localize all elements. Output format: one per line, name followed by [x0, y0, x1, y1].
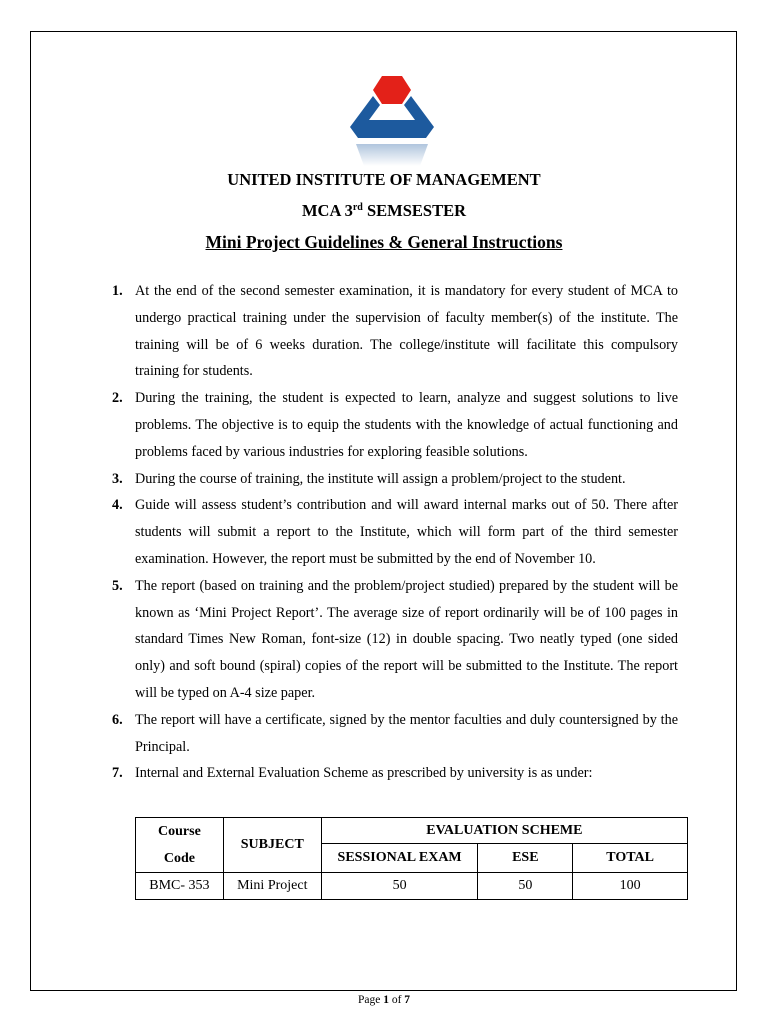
- total-header: TOTAL: [573, 844, 688, 873]
- ese-cell: 50: [478, 873, 573, 900]
- table-row: [136, 873, 688, 900]
- institute-name: UNITED INSTITUTE OF MANAGEMENT: [227, 170, 541, 189]
- institute-logo: [344, 74, 440, 170]
- evaluation-table: [135, 817, 688, 900]
- ese-header: ESE: [478, 844, 573, 873]
- total-cell: 100: [573, 873, 688, 900]
- instruction-list: [108, 278, 678, 787]
- instruction-item: 3. During the course of training, the institute will assign a problem/project to the student.: [112, 470, 626, 487]
- instruction-item: 7. Internal and External Evaluation Scheme as prescribed by university is as under:: [112, 765, 593, 782]
- semester-heading: MCA 3rd SEMSESTER: [301, 201, 467, 220]
- logo-reflection: [356, 144, 428, 166]
- instruction-item: 1. At the end of the second semester examination, it is mandatory for every student of MCA to undergo practical training under the supervision of faculty member(s) of the institute. The training will be of 6 weeks duration. The college/institute will facilitate this compulsory training for students.: [112, 283, 678, 380]
- instruction-item: 2. During the training, the student is expected to learn, analyze and suggest solutions to live problems. The objective is to equip the students with the knowledge of actual functioning and problems faced by various industries for exploring feasible solutions.: [112, 390, 678, 460]
- course-code-header: Course Code: [136, 818, 224, 873]
- instruction-item: 4. Guide will assess student’s contribution and will award internal marks out of 50. There after students will submit a report to the Institute, which will form part of the third semester examination. However, the report must be submitted by the end of November 10.: [112, 497, 678, 567]
- course-code-cell: BMC- 353: [136, 873, 224, 900]
- page-footer: Page 1 of 7: [357, 994, 411, 1006]
- sessional-cell: 50: [321, 873, 478, 900]
- instruction-item: 6. The report will have a certificate, signed by the mentor faculties and duly countersigned by the Principal.: [112, 711, 678, 755]
- subject-cell: Mini Project: [223, 873, 321, 900]
- sessional-exam-header: SESSIONAL EXAM: [321, 844, 478, 873]
- logo-red-hexagon: [373, 76, 411, 104]
- instruction-item: 5. The report (based on training and the problem/project studied) prepared by the student will be known as ‘Mini Project Report’. The average size of report ordinarily will be of 100 pages in standard Times New Roman, font-size (12) in double spacing. Two neatly typed (one sided only) and soft bound (spiral) copies of the report will be submitted to the Institute. The report will be typed on A-4 size paper.: [112, 577, 678, 701]
- document-title: Mini Project Guidelines & General Instructions: [205, 232, 563, 252]
- subject-header: SUBJECT: [223, 818, 321, 873]
- evaluation-scheme-header: EVALUATION SCHEME: [321, 818, 687, 844]
